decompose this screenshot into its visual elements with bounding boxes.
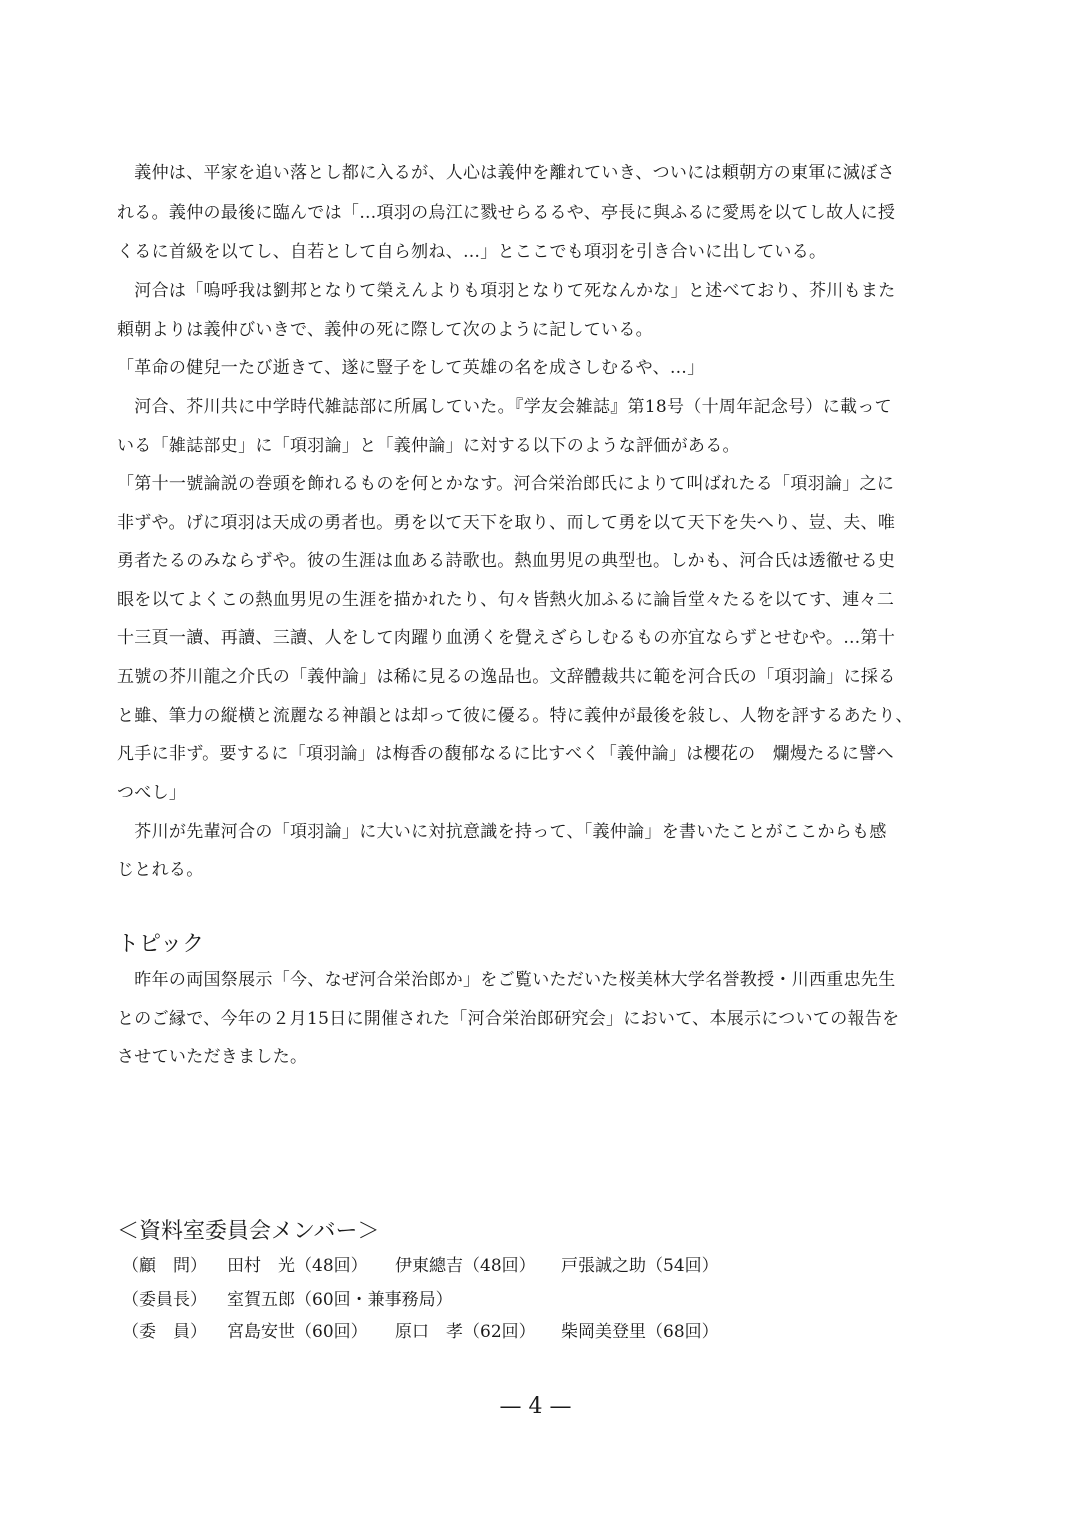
committee-member: 原口 孝（62回） — [395, 1322, 536, 1342]
body-line: じとれる。 — [117, 860, 204, 880]
body-line: いる「雑誌部史」に「項羽論」と「義仲論」に対する以下のような評価がある。 — [117, 436, 740, 456]
body-line: れる。義仲の最後に臨んでは「…項羽の烏江に戮せらるるや、亭長に與ふるに愛馬を以てし故人に授 — [117, 203, 896, 223]
committee-role: （委 員） — [122, 1322, 207, 1342]
body-line: 五號の芥川龍之介氏の「義仲論」は稀に見るの逸品也。文辞體裁共に範を河合氏の「項羽論」に採る — [117, 667, 896, 687]
committee-member: 戸張誠之助（54回） — [561, 1256, 719, 1276]
body-line: 勇者たるのみならずや。彼の生涯は血ある詩歌也。熱血男児の典型也。しかも、河合氏は透徹せる史 — [117, 551, 896, 571]
body-line: つべし」 — [117, 783, 187, 803]
body-line: 河合は「嗚呼我は劉邦となりて榮えんよりも項羽となりて死なんかな」と述べており、芥川もまた — [117, 281, 896, 301]
topic-line: させていただきました。 — [117, 1047, 308, 1067]
committee-member: 柴岡美登里（68回） — [561, 1322, 719, 1342]
topic-heading: トピック — [117, 932, 205, 957]
topic-line: とのご縁で、今年の２月15日に開催された「河合栄治郎研究会」において、本展示についての報告を — [117, 1009, 900, 1029]
body-line: くるに首級を以てし、自若として自ら刎ね、…」とここでも項羽を引き合いに出している。 — [117, 242, 827, 262]
body-line: 凡手に非ず。要するに「項羽論」は梅香の馥郁なるに比すべく「義仲論」は櫻花の 爛熳たるに譬へ — [117, 744, 894, 764]
topic-line: 昨年の両国祭展示「今、なぜ河合栄治郎か」をご覧いただいた桜美林大学名誉教授・川西重忠先生 — [117, 970, 896, 990]
body-line: 非ずや。げに項羽は天成の勇者也。勇を以て天下を取り、而して勇を以て天下を失へり、豈、夫、唯 — [117, 513, 896, 533]
body-line: 「革命の健兒一たび逝きて、遂に豎子をして英雄の名を成さしむるや、…」 — [117, 358, 705, 378]
body-line: 「第十一號論説の巻頭を飾れるものを何とかなす。河合栄治郎氏によりて叫ばれたる「項羽論」之に — [117, 474, 895, 494]
committee-member: 伊東總吉（48回） — [395, 1256, 536, 1276]
body-line: 義仲は、平家を追い落とし都に入るが、人心は義仲を離れていき、ついには頼朝方の東軍に滅ぼさ — [117, 163, 895, 183]
committee-role: （顧 問） — [122, 1256, 207, 1276]
body-line: 芥川が先輩河合の「項羽論」に大いに対抗意識を持って、「義仲論」を書いたことがここからも感 — [117, 822, 887, 842]
committee-heading: ＜資料室委員会メンバー＞ — [117, 1219, 380, 1244]
committee-member: 室賀五郎（60回・兼事務局） — [227, 1290, 453, 1310]
body-line: 十三頁一讀、再讀、三讀、人をして肉躍り血湧くを覺えざらしむるもの亦宜ならずとせむや。…第十 — [117, 628, 896, 648]
committee-role: （委員長） — [122, 1290, 207, 1310]
body-line: と雖、筆力の縦横と流麗なる神韻とは却って彼に優る。特に義仲が最後を敍し、人物を評するあたり、 — [117, 706, 913, 726]
body-line: 河合、芥川共に中学時代雑誌部に所属していた。『学友会雑誌』第18号（十周年記念号）に載って — [117, 397, 892, 417]
body-line: 頼朝よりは義仲びいきで、義仲の死に際して次のように記している。 — [117, 320, 653, 340]
committee-member: 宮島安世（60回） — [227, 1322, 368, 1342]
page-number: — 4 — — [499, 1394, 572, 1419]
body-line: 眼を以てよくこの熱血男児の生涯を描かれたり、句々皆熱火加ふるに論旨堂々たるを以てす、連々二 — [117, 590, 895, 610]
committee-member: 田村 光（48回） — [227, 1256, 368, 1276]
